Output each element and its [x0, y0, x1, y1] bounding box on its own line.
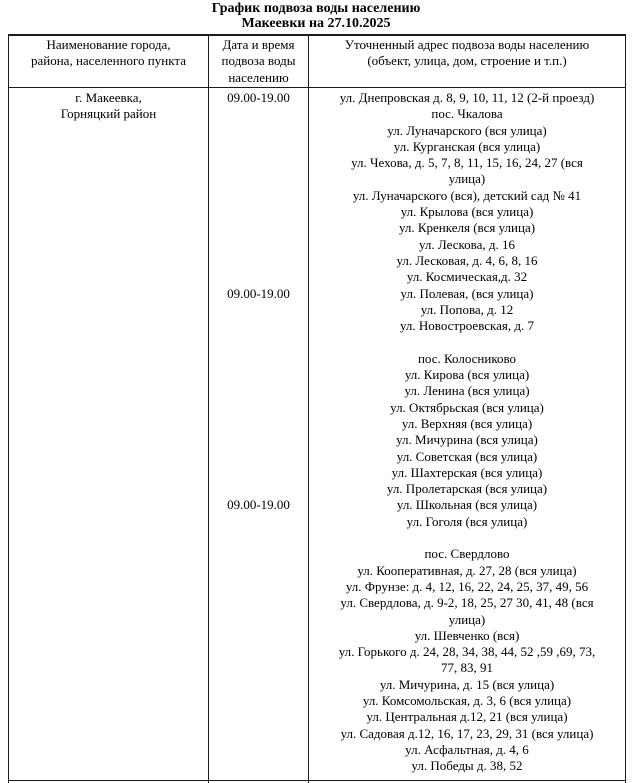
address-line: ул. Космическая,д. 32: [406, 269, 528, 285]
address-line: ул. Крылова (вся улица): [400, 204, 534, 220]
address-line: ул. Октябрьская (вся улица): [390, 399, 544, 415]
time-line: [209, 660, 308, 676]
address-line: ул. Гоголя (вся улица): [406, 513, 528, 529]
address-line: ул. Советская (вся улица): [396, 448, 538, 464]
address-line: ул. Горького д. 24, 28, 34, 38, 44, 52 ,59 ,69, 73,: [338, 644, 596, 660]
time-line: [209, 628, 308, 644]
address-line: ул. Центральная д.12, 21 (вся улица): [366, 709, 568, 725]
time-line: [209, 726, 308, 742]
address-line: ул. Шахтерская (вся улица): [391, 464, 543, 480]
time-line: [209, 563, 308, 579]
address-cell: [309, 88, 625, 780]
address-line: ул. Школьная (вся улица): [396, 497, 538, 513]
time-line: [209, 334, 308, 350]
address-line: пос. Чкалова: [431, 106, 503, 122]
address-line: ул. Попова, д. 12: [420, 301, 514, 317]
address-line: ул. Луначарского (вся), детский сад № 41: [352, 187, 582, 203]
address-line: улица): [448, 171, 486, 187]
address-line: ул. Лескова, д. 16: [418, 236, 515, 252]
time-line: [209, 383, 308, 399]
title-line-2: Макеевки на 27.10.2025: [241, 15, 391, 31]
address-line: ул. Фрунзе: д. 4, 12, 16, 22, 24, 25, 37, 49, 56: [345, 578, 589, 594]
water-delivery-schedule-table: [8, 34, 626, 783]
time-line: [209, 237, 308, 253]
address-line: ул. Кооперативная, д. 27, 28 (вся улица): [357, 562, 577, 578]
address-line: ул. Шевченко (вся): [414, 627, 520, 643]
time-line: [209, 171, 308, 187]
header-line: населению: [228, 69, 289, 85]
time-cell: [209, 88, 309, 780]
time-line: [209, 612, 308, 628]
address-line: ул. Кирова (вся улица): [404, 367, 530, 383]
time-line: [209, 302, 308, 318]
time-slot: 09.00-19.00: [227, 90, 290, 105]
table-header-row: [9, 36, 625, 88]
address-line: ул. Садовая д.12, 16, 17, 23, 29, 31 (вся улица): [340, 725, 594, 741]
address-line: ул. Асфальтная, д. 4, 6: [405, 741, 529, 757]
header-line: (объект, улица, дом, строение и т.п.): [367, 53, 567, 69]
header-line: Дата и время: [222, 37, 295, 52]
header-address-column: [309, 36, 625, 87]
time-line: [209, 579, 308, 595]
location-line: г. Макеевка,: [75, 90, 142, 105]
address-line: ул. Пролетарская (вся улица): [386, 481, 548, 497]
time-line: [209, 367, 308, 383]
location-line: Горняцкий район: [60, 106, 157, 122]
address-line: 77, 83, 91: [441, 660, 493, 676]
address-line: улица): [448, 611, 486, 627]
address-line: ул. Чехова, д. 5, 7, 8, 11, 15, 16, 24, 27 (вся: [351, 155, 583, 171]
time-line: [209, 465, 308, 481]
time-line: [209, 204, 308, 220]
time-line: [209, 595, 308, 611]
time-line: [209, 677, 308, 693]
time-line: [209, 318, 308, 334]
address-line: пос. Свердлово: [424, 546, 510, 562]
address-line: ул. Свердлова, д. 9-2, 18, 25, 27 30, 41, 48 (вся: [340, 595, 594, 611]
address-line: ул. Днепровская д. 8, 9, 10, 11, 12 (2-й проезд): [339, 90, 595, 105]
time-line: [209, 269, 308, 285]
header-line: Уточненный адрес подвоза воды населению: [344, 37, 590, 52]
time-line: [209, 416, 308, 432]
time-line: [209, 400, 308, 416]
time-slot: 09.00-19.00: [227, 285, 290, 301]
address-line: ул. Верхняя (вся улица): [401, 415, 533, 431]
time-line: [209, 351, 308, 367]
time-line: [209, 253, 308, 269]
header-line: подвоза воды: [221, 53, 296, 69]
address-line: ул. Новостроевская, д. 7: [399, 318, 535, 334]
header-line: Наименование города,: [46, 37, 171, 52]
address-line: ул. Луначарского (вся улица): [387, 122, 547, 138]
table-data-row: [9, 88, 625, 781]
time-line: [209, 481, 308, 497]
address-line: ул. Полевая, (вся улица): [400, 285, 534, 301]
time-line: [209, 155, 308, 171]
address-line: ул. Ленина (вся улица): [404, 383, 530, 399]
time-line: [209, 530, 308, 546]
address-line: [309, 334, 625, 350]
time-slot: 09.00-19.00: [227, 497, 290, 513]
header-line: района, населенного пункта: [31, 53, 186, 69]
time-line: [209, 644, 308, 660]
address-line: ул. Кренкеля (вся улица): [398, 220, 536, 236]
location-cell: [9, 88, 209, 780]
time-line: [209, 106, 308, 122]
address-line: ул. Комсомольская, д. 3, 6 (вся улица): [362, 692, 572, 708]
document-title: [0, 0, 632, 32]
time-line: [209, 742, 308, 758]
time-line: [209, 514, 308, 530]
address-line: ул. Мичурина (вся улица): [396, 432, 538, 448]
time-line: [209, 123, 308, 139]
time-line: [209, 449, 308, 465]
time-line: [209, 432, 308, 448]
header-datetime-column: [209, 36, 309, 87]
address-line: ул. Мичурина, д. 15 (вся улица): [379, 676, 555, 692]
time-line: [209, 139, 308, 155]
time-line: [209, 709, 308, 725]
title-line-1: График подвоза воды населению: [211, 1, 421, 16]
time-line: [209, 758, 308, 774]
time-line: [209, 188, 308, 204]
address-line: [309, 530, 625, 546]
time-line: [209, 693, 308, 709]
address-line: ул. Курганская (вся улица): [393, 138, 541, 154]
address-line: ул. Победы д. 38, 52: [411, 758, 523, 774]
time-line: [209, 546, 308, 562]
address-line: пос. Колосниково: [417, 350, 517, 366]
time-line: [209, 220, 308, 236]
header-location-column: [9, 36, 209, 87]
address-line: ул. Лесковая, д. 4, 6, 8, 16: [396, 252, 538, 268]
